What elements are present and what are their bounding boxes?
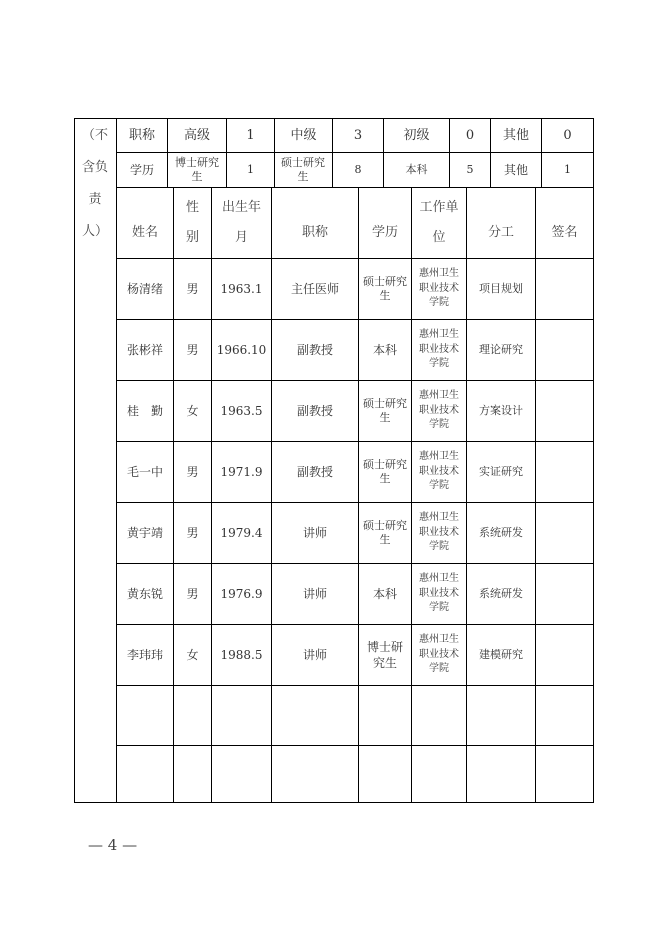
summary-education-label: 学历 [129,162,154,177]
summary-intermediate-label: 中级 [290,127,317,143]
side-label-line: 人） [81,224,108,239]
cell-title: 副教授 [296,342,333,357]
cell-gender: 女 [186,647,199,662]
cell-role: 项目规划 [479,281,523,295]
cell-role: 实证研究 [479,464,523,478]
header-education: 学历 [371,225,398,240]
cell-signature[interactable] [536,442,593,502]
table-border-bottom [74,802,594,803]
cell-birth: 1988.5 [220,647,263,662]
table-border-right [593,118,594,803]
header-gender [174,188,211,258]
summary-senior-value: 1 [246,127,255,143]
cell-education: 硕士研究生 [363,518,407,546]
cell-birth: 1976.9 [220,586,263,601]
cell-education: 硕士研究生 [363,274,407,302]
header-signature: 签名 [551,225,578,240]
cell-gender: 男 [186,281,199,296]
cell-workplace: 惠州卫生职业技术学院 [419,573,459,614]
side-label-line: （不 [81,128,108,143]
side-label [74,120,116,248]
page-number: — 4 — [88,836,138,854]
cell-name: 杨清绪 [126,281,163,296]
cell-birth: 1979.4 [220,525,263,540]
cell-education: 本科 [372,586,397,601]
summary-phd-value: 1 [247,162,254,176]
summary-phd-label: 博士研究生 [175,155,219,183]
cell-title: 讲师 [302,647,327,662]
table-row-empty [117,746,593,802]
summary-junior-label: 初级 [403,127,430,143]
cell-birth: 1971.9 [220,464,263,479]
table-row-empty [117,686,593,745]
cell-workplace: 惠州卫生职业技术学院 [419,451,459,492]
cell-workplace: 惠州卫生职业技术学院 [419,329,459,370]
cell-workplace: 惠州卫生职业技术学院 [419,634,459,675]
header-role: 分工 [487,225,514,240]
cell-name: 毛一中 [126,464,163,479]
header-name: 姓名 [131,225,158,240]
summary-master-value: 8 [354,162,362,176]
cell-name: 张彬祥 [126,342,163,357]
summary-other-edu-value: 1 [564,162,571,176]
summary-junior-value: 0 [465,127,475,143]
cell-title: 副教授 [296,403,333,418]
header-workplace [412,188,466,258]
cell-signature[interactable] [536,503,593,563]
cell-gender: 男 [186,342,199,357]
cell-education: 本科 [372,342,397,357]
cell-title: 讲师 [302,586,327,601]
summary-bachelor-label: 本科 [405,162,428,176]
header-workplace-line: 工作单 [419,200,459,215]
cell-workplace: 惠州卫生职业技术学院 [419,512,459,553]
cell-birth: 1966.10 [216,342,267,357]
cell-title: 副教授 [296,464,333,479]
cell-title: 主任医师 [290,281,339,296]
header-title: 职称 [301,225,328,240]
cell-signature[interactable] [536,259,593,319]
cell-role: 建模研究 [479,647,523,661]
cell-name: 黄东锐 [126,586,163,601]
cell-gender: 女 [186,403,199,418]
header-workplace-line: 位 [432,230,446,245]
summary-master-label: 硕士研究生 [281,155,325,183]
cell-role: 系统研发 [479,586,523,600]
cell-role: 方案设计 [479,403,523,417]
cell-education: 硕士研究生 [363,457,407,485]
cell-role: 系统研发 [479,525,523,539]
cell-workplace: 惠州卫生职业技术学院 [419,390,459,431]
cell-education: 硕士研究生 [363,396,407,424]
side-label-line: 含负 [81,160,108,175]
summary-other-edu-label: 其他 [503,162,528,177]
summary-title-label: 职称 [128,127,155,143]
cell-gender: 男 [186,464,199,479]
cell-signature[interactable] [536,381,593,441]
cell-name: 黄宇靖 [126,525,163,540]
summary-other-title-label: 其他 [502,127,529,143]
cell-title: 讲师 [302,525,327,540]
summary-bachelor-value: 5 [466,162,474,176]
cell-birth: 1963.5 [220,403,263,418]
cell-name: 李玮玮 [126,647,163,662]
header-gender-line: 性 [185,200,199,215]
header-gender-line: 别 [185,230,199,245]
summary-other-title-value: 0 [563,127,572,143]
cell-signature[interactable] [536,320,593,380]
header-birth-line: 月 [234,230,248,245]
cell-gender: 男 [186,525,199,540]
cell-signature[interactable] [536,564,593,624]
cell-signature[interactable] [536,625,593,685]
cell-role: 理论研究 [479,342,523,356]
summary-intermediate-value: 3 [353,127,363,143]
cell-name: 桂 勤 [126,403,163,418]
cell-gender: 男 [186,586,199,601]
header-birth-line: 出生年 [221,200,261,215]
header-birth [212,188,271,258]
summary-senior-label: 高级 [183,127,210,143]
cell-education: 博士研究生 [366,639,403,670]
side-label-line: 责 [88,192,102,207]
cell-birth: 1963.1 [220,281,263,296]
cell-workplace: 惠州卫生职业技术学院 [419,268,459,309]
